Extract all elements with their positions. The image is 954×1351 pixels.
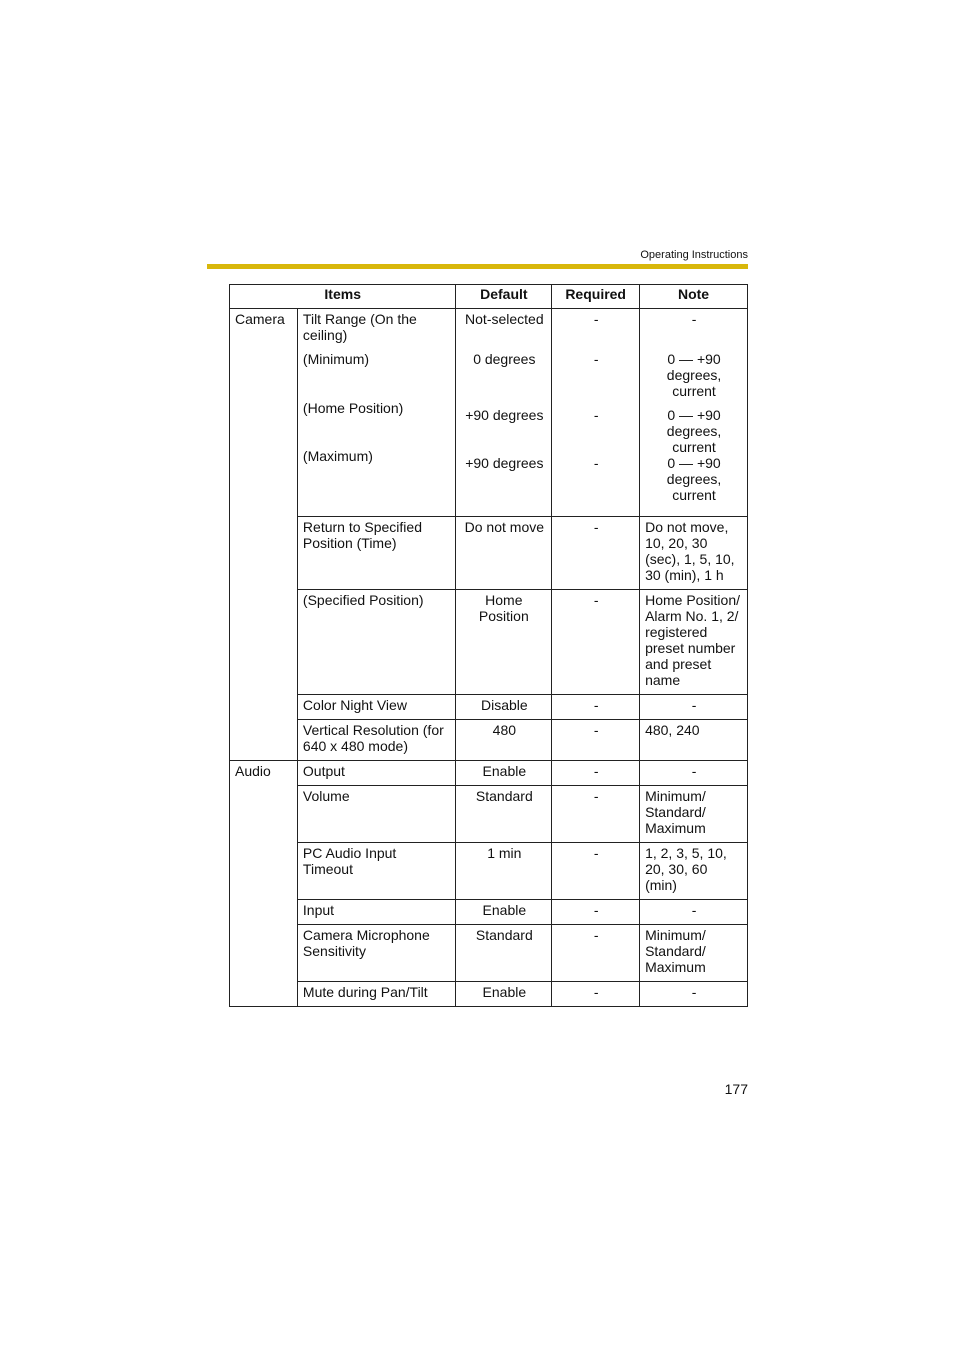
column-header-items: Items	[230, 285, 456, 309]
default-line: 0 degrees	[473, 351, 536, 367]
item-line: (Maximum)	[302, 448, 373, 464]
settings-table	[229, 284, 748, 1007]
note-cell: -	[640, 900, 748, 925]
default-cell: Standard	[456, 925, 552, 982]
item-cell: (Specified Position)	[297, 590, 456, 695]
column-header-note: Note	[640, 285, 748, 309]
table-row	[230, 695, 748, 720]
required-line: -	[593, 311, 599, 327]
note-line: 0 — +90 degrees, current	[666, 351, 722, 399]
category-camera: Camera	[230, 309, 298, 761]
table-row	[230, 309, 748, 517]
note-line: 0 — +90 degrees, current	[666, 455, 722, 503]
default-cell: Disable	[456, 695, 552, 720]
item-cell: PC Audio Input Timeout	[297, 843, 456, 900]
item-cell: Volume	[297, 786, 456, 843]
default-line: +90 degrees	[465, 455, 544, 471]
default-cell: Enable	[456, 761, 552, 786]
note-cell: 1, 2, 3, 5, 10, 20, 30, 60 (min)	[640, 843, 748, 900]
required-cell: -	[552, 720, 640, 761]
table-row	[230, 517, 748, 590]
required-cell: -	[552, 695, 640, 720]
item-cell: Output	[297, 761, 456, 786]
table-row	[230, 720, 748, 761]
required-cell: -	[552, 925, 640, 982]
note-cell: Minimum/ Standard/ Maximum	[640, 786, 748, 843]
required-cell: -	[552, 843, 640, 900]
item-cell: Color Night View	[297, 695, 456, 720]
note-cell: -	[640, 695, 748, 720]
running-header: Operating Instructions	[640, 249, 748, 261]
table-header-row	[230, 285, 748, 309]
default-cell: 480	[456, 720, 552, 761]
item-cell: Camera Microphone Sensitivity	[297, 925, 456, 982]
required-line: -	[593, 455, 599, 471]
note-line: -	[691, 311, 697, 327]
table-row	[230, 900, 748, 925]
table-row	[230, 843, 748, 900]
item-cell: Return to Specified Position (Time)	[297, 517, 456, 590]
column-header-default: Default	[456, 285, 552, 309]
item-cell	[297, 309, 456, 517]
header-rule	[207, 264, 748, 269]
note-cell: 480, 240	[640, 720, 748, 761]
table-row	[230, 590, 748, 695]
note-cell: -	[640, 982, 748, 1007]
required-cell: -	[552, 590, 640, 695]
required-cell: -	[552, 786, 640, 843]
default-cell: Enable	[456, 982, 552, 1007]
default-cell: Do not move	[456, 517, 552, 590]
default-cell	[456, 309, 552, 517]
required-cell: -	[552, 761, 640, 786]
note-line: 0 — +90 degrees, current	[666, 407, 722, 455]
item-cell: Input	[297, 900, 456, 925]
required-cell: -	[552, 517, 640, 590]
note-cell: -	[640, 761, 748, 786]
required-cell	[552, 309, 640, 517]
item-line: (Home Position)	[302, 400, 404, 416]
item-cell: Mute during Pan/Tilt	[297, 982, 456, 1007]
column-header-required: Required	[552, 285, 640, 309]
table-row	[230, 925, 748, 982]
required-cell: -	[552, 982, 640, 1007]
table-row	[230, 761, 748, 786]
default-cell: Enable	[456, 900, 552, 925]
required-cell: -	[552, 900, 640, 925]
item-line: (Minimum)	[302, 351, 370, 367]
default-cell: Home Position	[456, 590, 552, 695]
table-row	[230, 982, 748, 1007]
note-cell: Minimum/ Standard/ Maximum	[640, 925, 748, 982]
note-cell: Do not move, 10, 20, 30 (sec), 1, 5, 10, 30 (min), 1 h	[640, 517, 748, 590]
item-cell: Vertical Resolution (for 640 x 480 mode)	[297, 720, 456, 761]
note-cell	[640, 309, 748, 517]
note-cell: Home Position/ Alarm No. 1, 2/ registered preset number and preset name	[640, 590, 748, 695]
default-cell: 1 min	[456, 843, 552, 900]
table-row	[230, 786, 748, 843]
category-audio: Audio	[230, 761, 298, 1007]
default-line: +90 degrees	[465, 407, 544, 423]
required-line: -	[593, 407, 599, 423]
page-number: 177	[724, 1081, 748, 1097]
default-cell: Standard	[456, 786, 552, 843]
required-line: -	[593, 351, 599, 367]
item-line: Tilt Range (On the ceiling)	[302, 311, 417, 343]
default-line: Not-selected	[465, 311, 544, 327]
